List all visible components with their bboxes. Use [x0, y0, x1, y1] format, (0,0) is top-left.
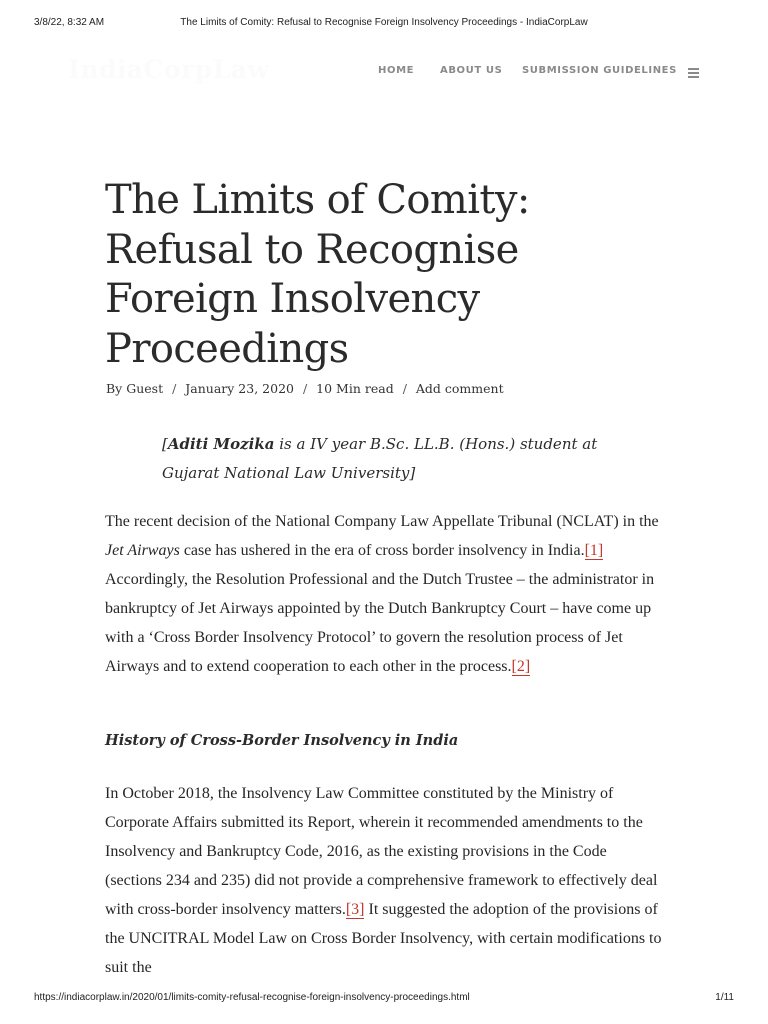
main-nav: [378, 65, 702, 81]
intro-open-bracket: [: [162, 435, 168, 453]
intro-author-name: Aditi Mozika: [167, 435, 275, 453]
print-url: https://indiacorplaw.in/2020/01/limits-comity-refusal-recognise-foreign-insolvency-proceedings.html: [34, 992, 470, 1003]
p1-text-1: The recent decision of the National Company Law Appellate Tribunal (NCLAT) in the: [105, 513, 659, 530]
footnote-link-3[interactable]: [3]: [345, 901, 365, 918]
paragraph-1: [105, 507, 665, 681]
author-link[interactable]: By Guest: [106, 381, 164, 396]
print-datetime: 3/8/22, 8:32 AM: [34, 17, 105, 28]
meta-separator: /: [172, 381, 177, 396]
p2-text-2: It suggested the adoption of the provisions of the UNCITRAL Model Law on Cross Border Insolvency, with certain modifications to suit the: [105, 901, 662, 976]
site-logo[interactable]: IndiaCorpLaw: [68, 55, 270, 84]
p1-text-2: case has ushered in the era of cross border insolvency in India.: [179, 542, 585, 559]
print-page-title: The Limits of Comity: Refusal to Recognise Foreign Insolvency Proceedings - IndiaCorpLaw: [180, 17, 588, 28]
hamburger-menu-icon[interactable]: [688, 68, 699, 78]
meta-separator: /: [402, 381, 407, 396]
case-name: Jet Airways: [105, 542, 180, 559]
meta-separator: /: [302, 381, 308, 396]
article-title: The Limits of Comity: Refusal to Recognise Foreign Insolvency Proceedings: [105, 177, 530, 372]
print-page-count: 1/11: [715, 992, 734, 1003]
section-heading: History of Cross-Border Insolvency in India: [105, 732, 459, 749]
intro-text: is a IV year B.Sc. LL.B. (Hons.) student at Gujarat National Law University]: [162, 435, 598, 482]
paragraph-2: [105, 779, 665, 982]
nav-submission-guidelines[interactable]: SUBMISSION GUIDELINES: [522, 65, 677, 76]
read-time: 10 Min read: [316, 381, 394, 396]
nav-about-us[interactable]: ABOUT US: [440, 65, 503, 76]
p2-text-1: In October 2018, the Insolvency Law Committee constituted by the Ministry of Corporate Affairs submitted its Report, wherein it recommended amendments to the Insolvency and Bankruptcy Code, 2016, as the existing provisions in the Code (sections 234 and 235) did not provide a comprehensive framework to effectively deal with cross-border insolvency matters.: [105, 785, 658, 918]
nav-home[interactable]: HOME: [378, 65, 415, 76]
publish-date: January 23, 2020: [185, 381, 294, 396]
print-header: [34, 17, 734, 31]
p1-text-3: Accordingly, the Resolution Professional and the Dutch Trustee – the administrator in bankruptcy of Jet Airways appointed by the Dutch Bankruptcy Court – have come up with a ‘Cross Border Insolvency Protocol’ to govern the resolution process of Jet Airways and to extend cooperation to each other in the process.: [105, 571, 655, 675]
print-footer: [34, 992, 734, 1006]
article-meta: [106, 381, 504, 396]
footnote-link-1[interactable]: [1]: [584, 542, 604, 559]
add-comment-link[interactable]: Add comment: [415, 381, 504, 396]
footnote-link-2[interactable]: [2]: [511, 658, 531, 675]
author-intro: [162, 430, 632, 488]
